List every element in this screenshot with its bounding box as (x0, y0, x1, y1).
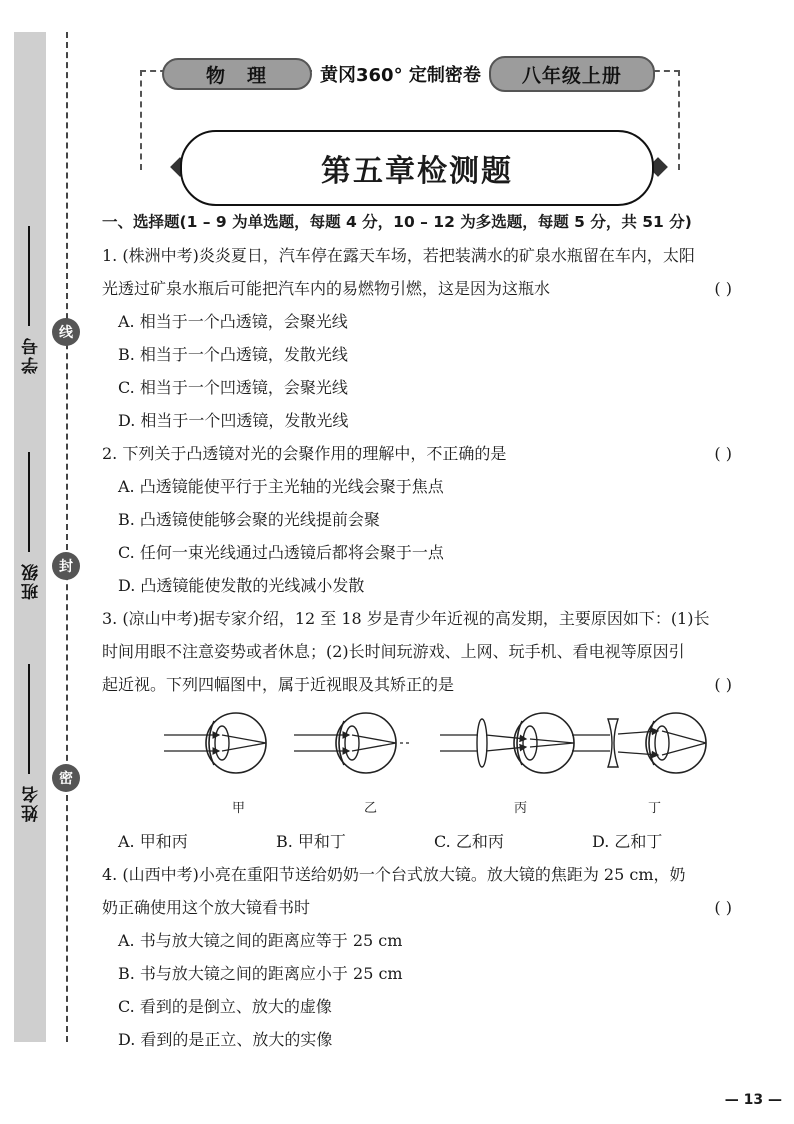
q2-line-1 (102, 437, 750, 470)
binding-strip (14, 32, 46, 1042)
seal-seal-badge: 封 (52, 552, 80, 580)
q3-line-1: 3. (凉山中考)据专家介绍，12 至 18 岁是青少年近视的高发期，主要原因如下：(1)长 (102, 609, 710, 628)
q1-answer-bracket[interactable]: ( ) (714, 279, 732, 298)
eye-diagram-jia (164, 713, 266, 773)
q2-option-c[interactable]: C. 任何一束光线通过凸透镜后都将会聚于一点 (118, 543, 444, 562)
figure-labels (102, 797, 750, 817)
header-row (162, 56, 682, 92)
student-id-label: 学号 (22, 336, 42, 374)
seal-dense-badge: 密 (52, 764, 80, 792)
question-content (102, 206, 750, 1056)
q4-option-a[interactable]: A. 书与放大镜之间的距离应等于 25 cm (118, 931, 403, 950)
eye-diagram-ding (572, 713, 706, 773)
name-field[interactable] (28, 664, 30, 774)
section-heading: 一、选择题(1 – 9 为单选题，每题 4 分，10 – 12 为多选题，每题 5 分，共 51 分) (102, 213, 692, 231)
page-number: — 13 — (724, 1092, 782, 1108)
q4-line-2-text: 奶正确使用这个放大镜看书时 (102, 898, 311, 917)
q3-choices (102, 825, 750, 858)
figure-label-ding: 丁 (648, 801, 662, 816)
q4-line-2 (102, 891, 750, 924)
q2-option-b[interactable]: B. 凸透镜使能够会聚的光线提前会聚 (118, 510, 380, 529)
q4-option-b[interactable]: B. 书与放大镜之间的距离应小于 25 cm (118, 964, 403, 983)
q3-answer-bracket[interactable]: ( ) (714, 675, 732, 694)
class-field[interactable] (28, 452, 30, 552)
q4-answer-bracket[interactable]: ( ) (714, 898, 732, 917)
q1-line-1: 1. (株洲中考)炎炎夏日，汽车停在露天车场，若把装满水的矿泉水瓶留在车内，太阳 (102, 246, 695, 265)
q3-choice-a[interactable]: A. 甲和丙 (118, 832, 188, 851)
seal-line-badge: 线 (52, 318, 80, 346)
q2-option-a[interactable]: A. 凸透镜能使平行于主光轴的光线会聚于焦点 (118, 477, 444, 496)
student-id-field[interactable] (28, 226, 30, 326)
q3-line-3-text: 起近视。下列四幅图中，属于近视眼及其矫正的是 (102, 675, 455, 694)
q3-choice-b[interactable]: B. 甲和丁 (276, 832, 346, 851)
q4-line-1: 4. (山西中考)小亮在重阳节送给奶奶一个台式放大镜。放大镜的焦距为 25 cm，奶 (102, 865, 686, 884)
q1-option-d[interactable]: D. 相当于一个凹透镜，发散光线 (118, 411, 349, 430)
q1-line-2-text: 光透过矿泉水瓶后可能把汽车内的易燃物引燃，这是因为这瓶水 (102, 279, 551, 298)
grade-pill: 八年级上册 (489, 56, 655, 92)
q1-option-c[interactable]: C. 相当于一个凹透镜，会聚光线 (118, 378, 348, 397)
q4-option-c[interactable]: C. 看到的是倒立、放大的虚像 (118, 997, 332, 1016)
q4-option-d[interactable]: D. 看到的是正立、放大的实像 (118, 1030, 333, 1049)
class-label: 班级 (22, 562, 42, 600)
q1-option-a[interactable]: A. 相当于一个凸透镜，会聚光线 (118, 312, 348, 331)
q2-option-d[interactable]: D. 凸透镜能使发散的光线减小发散 (118, 576, 365, 595)
subject-pill: 物理 (162, 58, 312, 90)
eye-diagram-yi (294, 713, 412, 773)
figure-label-jia: 甲 (232, 801, 246, 816)
series-title: 黄冈360° 定制密卷 (312, 61, 489, 87)
q3-line-3 (102, 668, 750, 701)
figure-label-yi: 乙 (364, 801, 378, 816)
eye-diagram-figure (102, 701, 750, 825)
cut-line (66, 32, 68, 1042)
q1-line-2 (102, 272, 750, 305)
q2-line-1-text: 2. 下列关于凸透镜对光的会聚作用的理解中，不正确的是 (102, 444, 507, 463)
q3-line-2: 时间用眼不注意姿势或者休息；(2)长时间玩游戏、上网、玩手机、看电视等原因引 (102, 642, 685, 661)
figure-label-bing: 丙 (514, 801, 528, 816)
q3-choice-c[interactable]: C. 乙和丙 (434, 832, 504, 851)
q2-answer-bracket[interactable]: ( ) (714, 444, 732, 463)
name-label: 姓名 (22, 784, 42, 822)
chapter-title: 第五章检测题 (180, 130, 654, 206)
eye-diagram-bing (440, 713, 574, 773)
q1-option-b[interactable]: B. 相当于一个凸透镜，发散光线 (118, 345, 348, 364)
q3-choice-d[interactable]: D. 乙和丁 (592, 832, 663, 851)
